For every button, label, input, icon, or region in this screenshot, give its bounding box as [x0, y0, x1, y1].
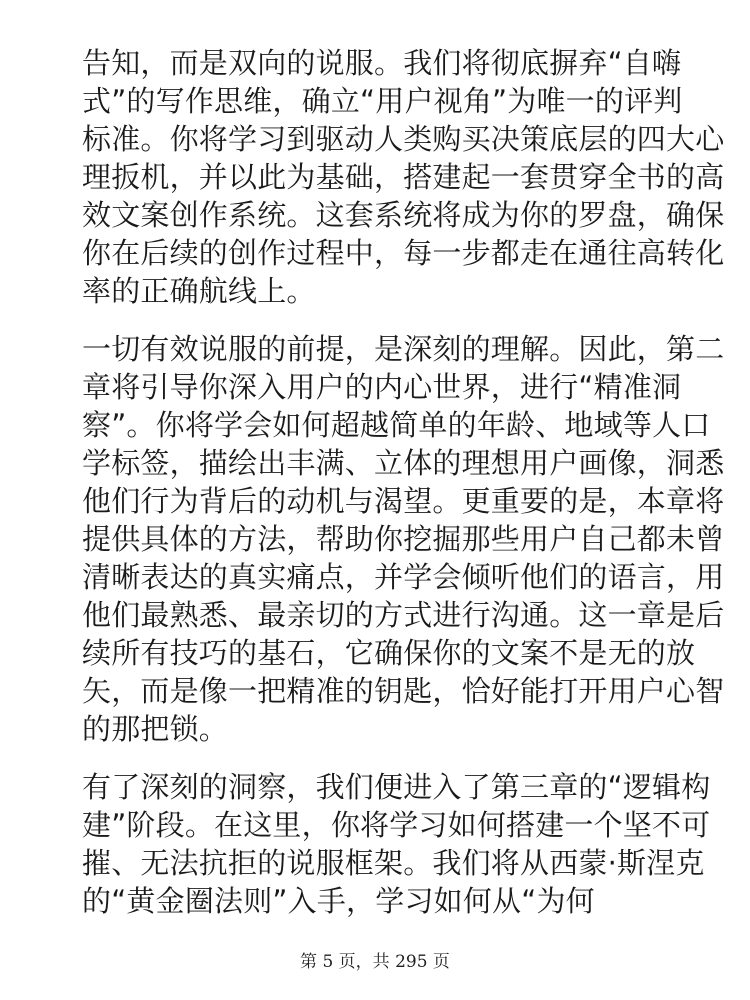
text-line: 有了深刻的洞察，我们便进入了第三章的“逻辑构 [82, 770, 711, 804]
text-line: 理扳机，并以此为基础，搭建起一套贯穿全书的高 [82, 160, 725, 194]
text-line: 建”阶段。在这里，你将学习如何搭建一个坚不可 [82, 808, 711, 842]
text-line: 你在后续的创作过程中，每一步都走在通往高转化 [82, 236, 725, 270]
text-line: 续所有技巧的基石，它确保你的文案不是无的放 [82, 636, 696, 670]
text-line: 摧、无法抗拒的说服框架。我们将从西蒙·斯涅克 [82, 846, 705, 880]
text-line: 的“黄金圈法则”入手，学习如何从“为何 [82, 884, 595, 918]
text-line: 率的正确航线上。 [82, 274, 316, 308]
text-line: 式”的写作思维，确立“用户视角”为唯一的评判 [82, 84, 683, 118]
paragraph-spacer [82, 310, 672, 330]
text-line: 效文案创作系统。这套系统将成为你的罗盘，确保 [82, 198, 725, 232]
paragraph-2 [82, 330, 725, 748]
text-line: 一切有效说服的前提，是深刻的理解。因此，第二 [82, 332, 725, 366]
text-line: 提供具体的方法，帮助你挖掘那些用户自己都未曾 [82, 522, 725, 556]
text-line: 他们最熟悉、最亲切的方式进行沟通。这一章是后 [82, 598, 725, 632]
page-number: 第 5 页，共 295 页 [300, 952, 450, 972]
text-line: 他们行为背后的动机与渴望。更重要的是，本章将 [82, 484, 725, 518]
paragraph-spacer [82, 748, 672, 768]
text-line: 察”。你将学会如何超越简单的年龄、地域等人口 [82, 408, 711, 442]
paragraph-1 [82, 44, 725, 310]
text-line: 标准。你将学习到驱动人类购买决策底层的四大心 [82, 122, 725, 156]
text-line: 学标签，描绘出丰满、立体的理想用户画像，洞悉 [82, 446, 725, 480]
paragraph-3 [82, 768, 711, 920]
text-line: 章将引导你深入用户的内心世界，进行“精准洞 [82, 370, 682, 404]
text-line: 的那把锁。 [82, 712, 229, 746]
text-line: 清晰表达的真实痛点，并学会倾听他们的语言，用 [82, 560, 725, 594]
text-line: 告知，而是双向的说服。我们将彻底摒弃“自嗨 [82, 46, 682, 80]
text-line: 矢，而是像一把精准的钥匙，恰好能打开用户心智 [82, 674, 725, 708]
body-text [82, 44, 725, 920]
